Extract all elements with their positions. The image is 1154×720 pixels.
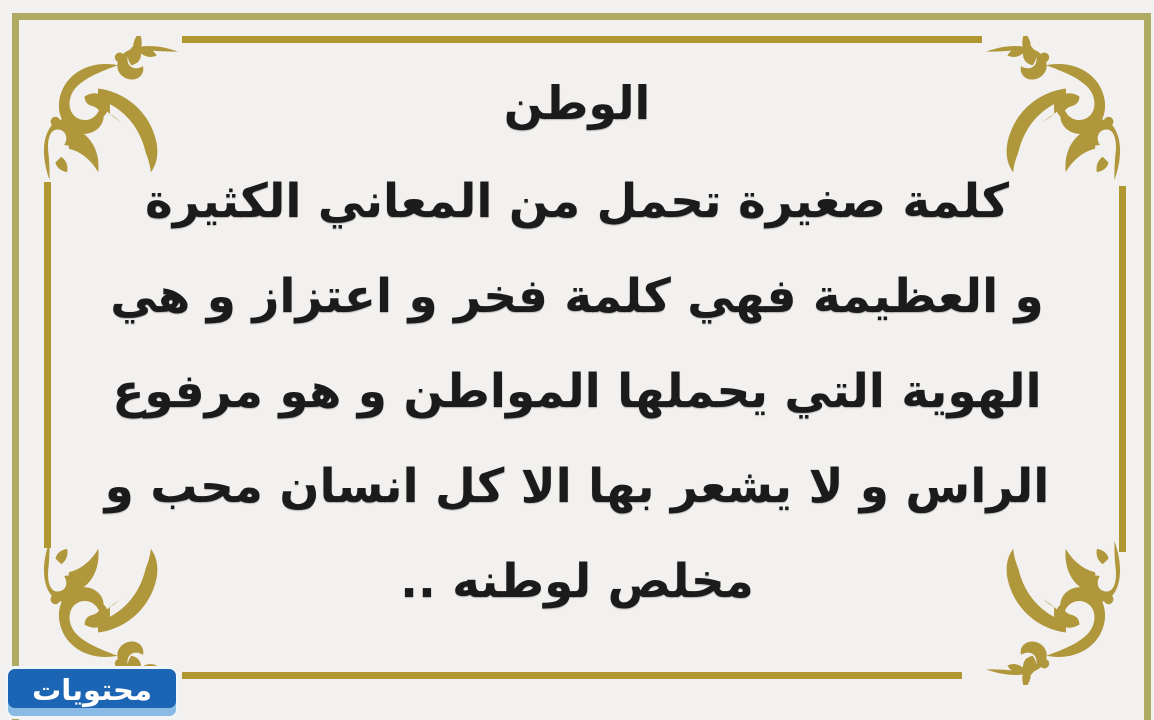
essay-line-2: و العظيمة فهي كلمة فخر و اعتزاز و هي [110, 269, 1044, 324]
frame-outer-border-top [12, 13, 1150, 20]
frame-inner-border-bottom [182, 672, 962, 679]
essay-line-3: الهوية التي يحملها المواطن و هو مرفوع [112, 364, 1042, 419]
frame-inner-border-left [44, 182, 51, 548]
frame-inner-border-top [182, 36, 982, 43]
essay-line-4: الراس و لا يشعر بها الا كل انسان محب و [104, 459, 1050, 514]
essay-text-block [60, 52, 1094, 660]
essay-line-1: كلمة صغيرة تحمل من المعاني الكثيرة [145, 174, 1009, 229]
frame-inner-border-right [1119, 186, 1126, 552]
page-title: الوطن [503, 76, 651, 130]
essay-line-5: مخلص لوطنه .. [400, 554, 754, 609]
frame-outer-border-left [12, 13, 19, 720]
muhtawiyat-watermark-badge [5, 666, 179, 719]
watermark-label: محتويات [32, 672, 152, 707]
frame-outer-border-right [1144, 13, 1151, 720]
